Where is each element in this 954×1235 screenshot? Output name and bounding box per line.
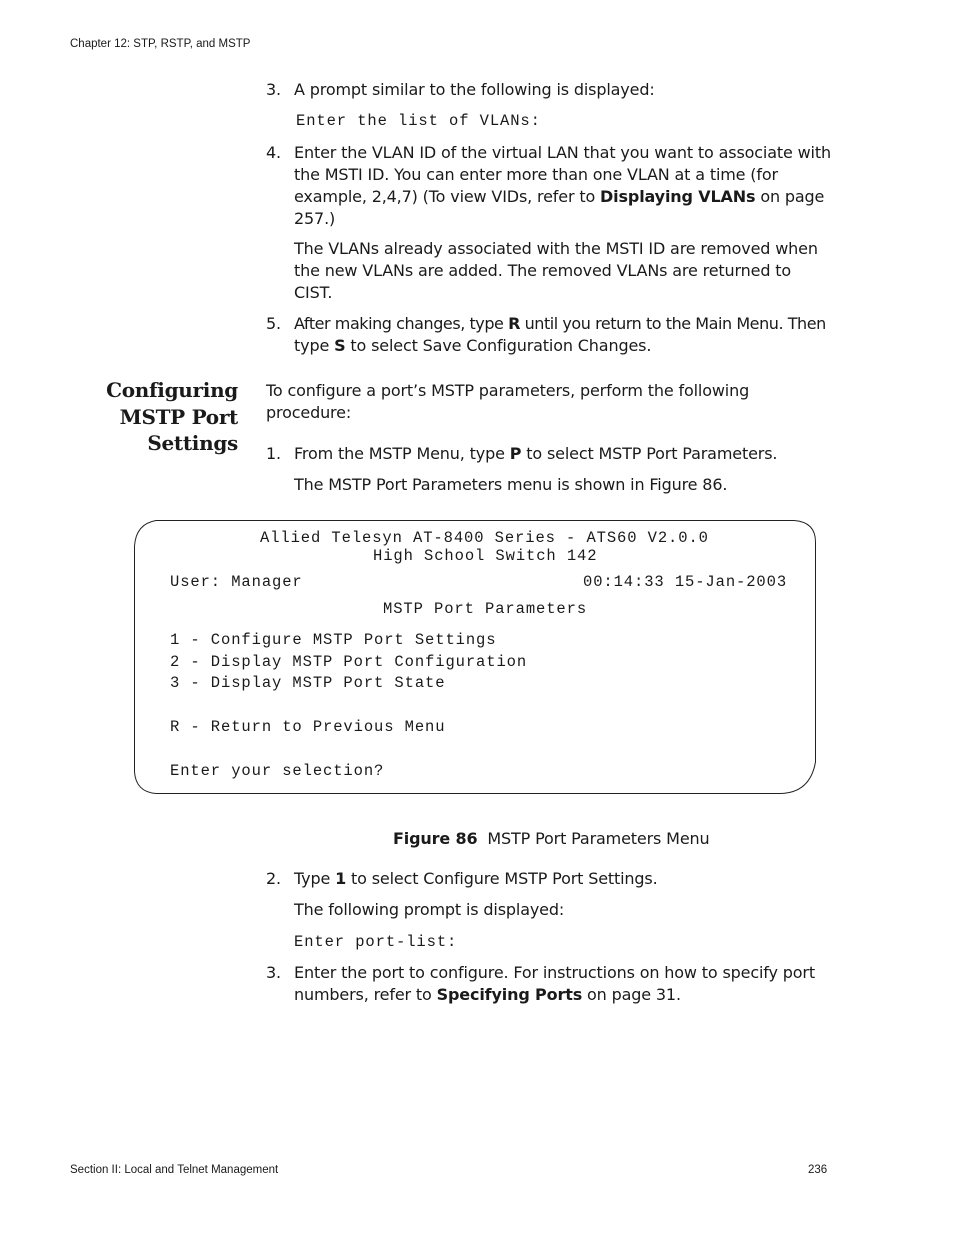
terminal-menu-option: 3 - Display MSTP Port State (170, 674, 446, 692)
step-line: 257.) (294, 209, 336, 228)
figure-title: MSTP Port Parameters Menu (487, 829, 710, 848)
step-paragraph: The VLANs already associated with the MSTI ID are removed when the new VLANs are added. The removed VLANs are returned to CIST. (294, 239, 818, 302)
key-label: R (508, 314, 520, 333)
step-text: Enter the port to configure. For instructions on how to specify port numbers, refer to Specifying Ports on page 31. (294, 963, 815, 1004)
section-heading: Configuring MSTP Port Settings (106, 378, 238, 455)
terminal-title: Allied Telesyn AT-8400 Series - ATS60 V2.0.0 (260, 529, 709, 547)
step-line: the MSTI ID. You can enter more than one VLAN at a time (for (294, 165, 778, 184)
terminal-prompt: Enter your selection? (170, 762, 385, 780)
terminal-subtitle: High School Switch 142 (373, 547, 598, 565)
step-note: The following prompt is displayed: (294, 900, 565, 919)
step-note: The MSTP Port Parameters menu is shown in Figure 86. (294, 475, 728, 494)
step-number: 3. (266, 963, 281, 982)
step-number: 3. (266, 80, 281, 99)
terminal-screen (134, 520, 816, 794)
step-number: 4. (266, 143, 281, 162)
key-label: 1 (335, 869, 347, 888)
step-line: Enter the VLAN ID of the virtual LAN that you want to associate with (294, 143, 831, 162)
terminal-menu-option: 1 - Configure MSTP Port Settings (170, 631, 497, 649)
step-text: A prompt similar to the following is displayed: (294, 80, 655, 99)
step-text: From the MSTP Menu, type P to select MSTP Port Parameters. (294, 444, 778, 463)
running-header: Chapter 12: STP, RSTP, and MSTP (70, 38, 251, 50)
figure-caption (393, 828, 710, 850)
step-number: 1. (266, 444, 281, 463)
figure-label: Figure 86 (393, 829, 478, 848)
key-label: S (334, 336, 346, 355)
terminal-timestamp: 00:14:33 15-Jan-2003 (583, 573, 788, 591)
terminal-user: User: Manager (170, 573, 303, 591)
step-text: After making changes, type R until you return to the Main Menu. Then type S to select Save Configuration Changes. (294, 314, 826, 355)
key-label: P (509, 444, 522, 463)
section-intro: To configure a port’s MSTP parameters, perform the following procedure: (266, 381, 750, 422)
step-text (294, 142, 834, 230)
code-prompt: Enter the list of VLANs: (296, 112, 541, 130)
step-number: 5. (266, 314, 281, 333)
terminal-menu-title: MSTP Port Parameters (383, 600, 588, 618)
step-number: 2. (266, 869, 281, 888)
step-text: Type 1 to select Configure MSTP Port Settings. (294, 869, 658, 888)
page-number: 236 (808, 1164, 828, 1176)
code-prompt: Enter port-list: (294, 933, 458, 951)
cross-reference-link[interactable]: Displaying VLANs (600, 187, 756, 206)
terminal-menu-option: 2 - Display MSTP Port Configuration (170, 653, 528, 671)
terminal-return-option: R - Return to Previous Menu (170, 718, 446, 736)
running-footer: Section II: Local and Telnet Management (70, 1164, 279, 1176)
step-line: example, 2,4,7) (To view VIDs, refer to Displaying VLANs on page (294, 187, 825, 206)
cross-reference-link[interactable]: Specifying Ports (436, 985, 583, 1004)
